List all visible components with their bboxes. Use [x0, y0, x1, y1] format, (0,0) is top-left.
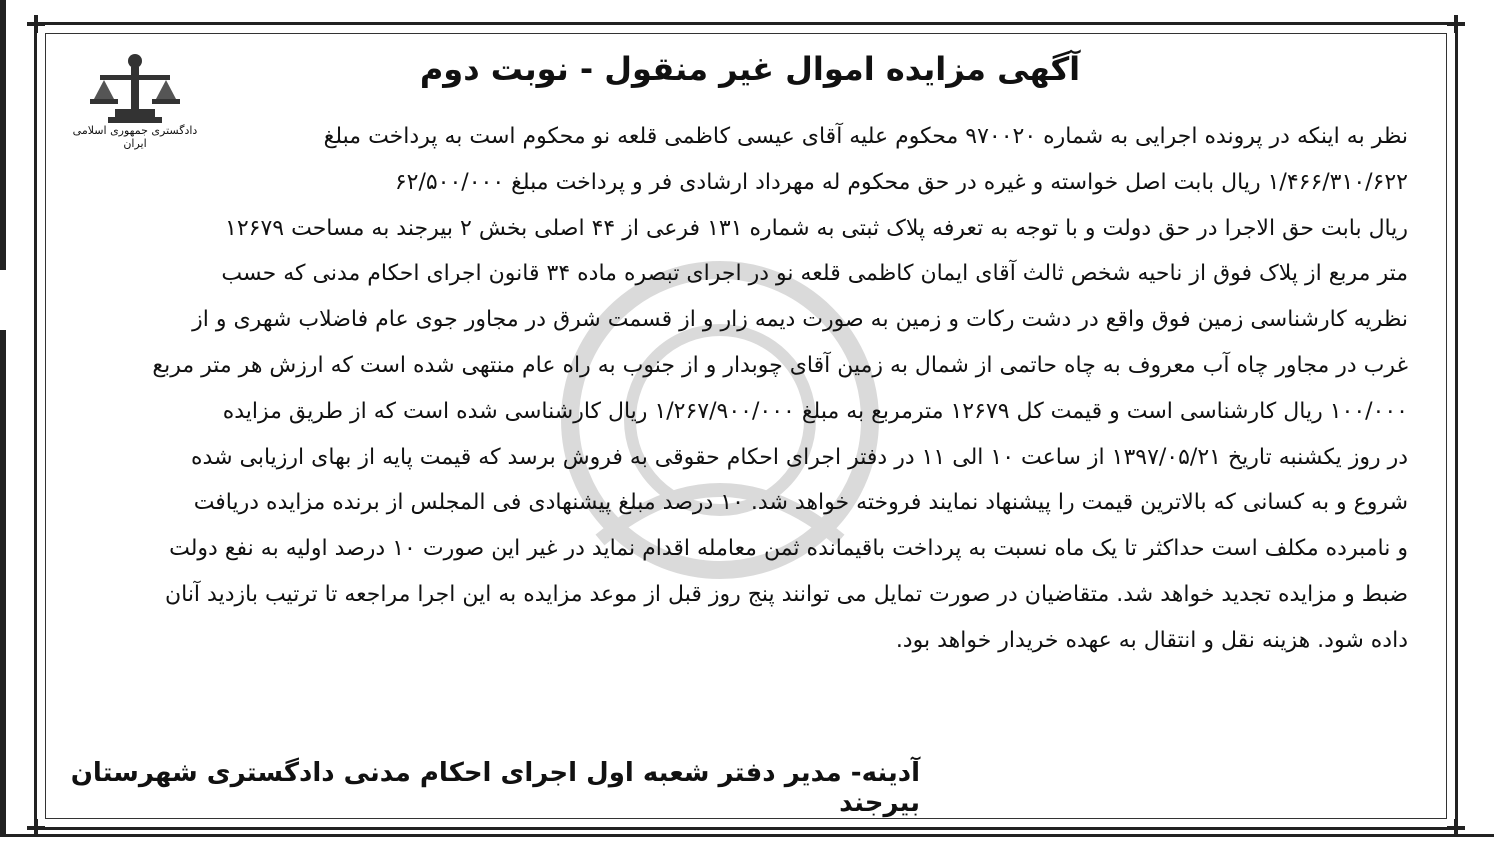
body-line: ۱/۴۶۶/۳۱۰/۶۲۲ ریال بابت اصل خواسته و غیره در حق محکوم له مهرداد ارشادی فر و پرداخت مبلغ ۶۲/۵۰۰/۰۰۰ — [394, 169, 1408, 195]
notice-body — [52, 114, 1408, 664]
page-edge — [0, 330, 6, 851]
body-line: ریال بابت حق الاجرا در حق دولت و با توجه به تعرفه پلاک ثبتی به شماره ۱۳۱ فرعی از ۴۴ اصلی بخش ۲ بیرجند به مساحت ۱۲۶۷۹ — [225, 215, 1408, 241]
notice-title: آگهی مزایده اموال غیر منقول - نوبت دوم — [419, 50, 1081, 88]
body-line: شروع و به کسانی که بالاترین قیمت را پیشنهاد نمایند فروخته خواهد شد. ۱۰ درصد مبلغ پیشنهادی فی المجلس از برنده مزایده دریافت — [193, 490, 1408, 516]
body-line: در روز یکشنبه تاریخ ۱۳۹۷/۰۵/۲۱ از ساعت ۱۰ الی ۱۱ در دفتر اجرای احکام حقوقی به فروش برسد که قیمت پایه از بهای ارزیابی شده — [191, 444, 1408, 470]
corner-ornament — [27, 15, 45, 33]
body-line: غرب در مجاور چاه آب معروف به چاه حاتمی از شمال به زمین آقای چوبدار و از جنوب به راه عام منتهی شده است که ارزش هر متر مربع — [152, 352, 1408, 378]
body-line: ۱۰۰/۰۰۰ ریال کارشناسی است و قیمت کل ۱۲۶۷۹ مترمربع به مبلغ ۱/۲۶۷/۹۰۰/۰۰۰ ریال کارشناسی شده است که از طریق مزایده — [222, 398, 1408, 424]
body-line: نظر به اینکه در پرونده اجرایی به شماره ۹۷۰۰۲۰ محکوم علیه آقای عیسی کاظمی قلعه نو محکوم است به پرداخت مبلغ — [323, 124, 1408, 149]
logo-caption: دادگستری جمهوری اسلامی ایران — [72, 124, 198, 150]
body-line: ضبط و مزایده تجدید خواهد شد. متقاضیان در صورت تمایل می توانند پنج روز قبل از موعد مزایده به این اجرا مراجعه تا ترتیب بازدید آنان — [164, 581, 1408, 607]
page-edge-bottom — [0, 834, 1494, 851]
body-line: نظریه کارشناسی زمین فوق واقع در دشت رکات و زمین به صورت دیمه زار و از قسمت شرق در مجاور جوی عام فاضلاب شهری و از — [192, 307, 1408, 333]
body-line: و نامبرده مکلف است حداکثر تا یک ماه نسبت به پرداخت باقیمانده ثمن معامله اقدام نماید در غیر این صورت ۱۰ درصد اولیه به نفع دولت — [169, 536, 1408, 562]
body-line: متر مربع از پلاک فوق از ناحیه شخص ثالث آقای ایمان کاظمی قلعه نو در اجرای تبصره ماده ۳۴ قانون اجرای احکام مدنی که حسب — [221, 261, 1408, 287]
corner-ornament — [1447, 15, 1465, 33]
body-line: داده شود. هزینه نقل و انتقال به عهده خریدار خواهد بود. — [895, 627, 1408, 653]
corner-ornament — [1447, 819, 1465, 837]
corner-ornament — [27, 819, 45, 837]
notice-signature: آدینه- مدیر دفتر شعبه اول اجرای احکام مدنی دادگستری شهرستان بیرجند — [70, 758, 920, 818]
page-edge — [0, 0, 6, 270]
